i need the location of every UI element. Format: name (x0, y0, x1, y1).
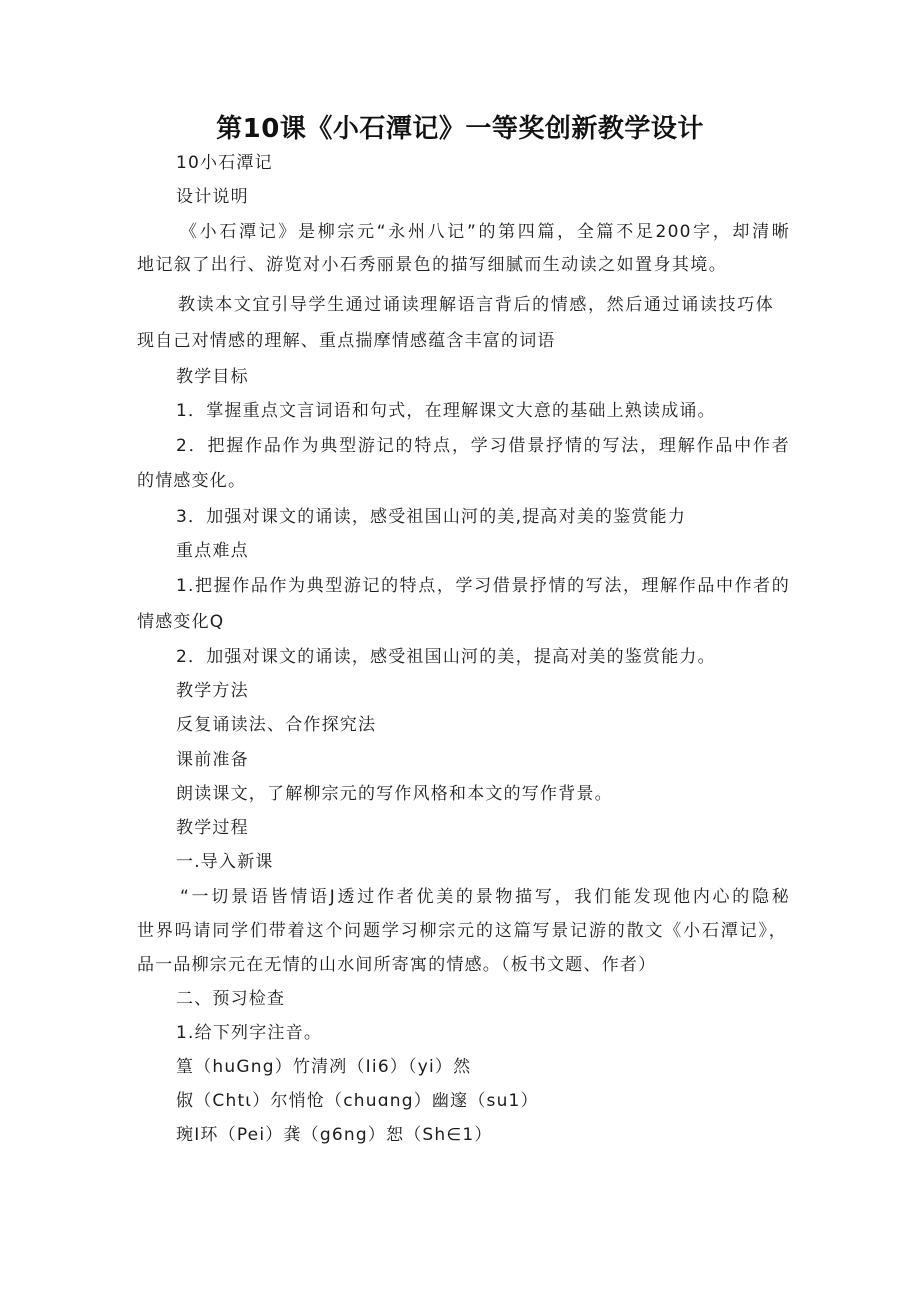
paragraph-line: 现自己对情感的理解、重点揣摩情感蕴含丰富的词语 (137, 331, 556, 351)
list-item: 1.把握作品作为典型游记的特点，学习借景抒情的写法，理解作品中作者的 (176, 576, 790, 596)
section-heading-objectives: 教学目标 (176, 367, 249, 387)
paragraph-line: 《小石潭记》是柳宗元“永州八记”的第四篇，全篇不足200字，却清晰 (180, 222, 790, 242)
subsection-heading-preview: 二、预习检查 (176, 989, 286, 1009)
pinyin-line: 篁（huGng）竹清冽（Ii6）（yi）然 (176, 1057, 472, 1077)
lesson-heading: 10小石潭记 (176, 153, 273, 173)
list-item: 3．加强对课文的诵读，感受祖国山河的美,提高对美的鉴赏能力 (176, 507, 687, 527)
paragraph-line: 地记叙了出行、游览对小石秀丽景色的描写细腻而生动读之如置身其境。 (137, 255, 727, 275)
list-item-continuation: 情感变化Q (137, 612, 225, 632)
paragraph-line: 朗读课文，了解柳宗元的写作风格和本文的写作背景。 (176, 784, 613, 804)
document-title: 第10课《小石潭记》一等奖创新教学设计 (216, 114, 704, 144)
list-item-continuation: 的情感变化。 (137, 471, 247, 491)
section-heading-process: 教学过程 (176, 818, 249, 838)
pinyin-line: 琬I环（Pei）龚（g6ng）恕（Sh∈1） (176, 1125, 493, 1145)
paragraph-line: 教读本文宜引导学生通过诵读理解语言背后的情感，然后通过诵读技巧体 (178, 295, 774, 315)
paragraph-line: 世界吗请同学们带着这个问题学习柳宗元的这篇写景记游的散文《小石潭记》， (137, 921, 787, 941)
pinyin-line: 俶（Chtι）尔悄怆（chuɑng）幽邃（su1） (176, 1091, 539, 1111)
section-heading-design-notes: 设计说明 (176, 187, 249, 207)
list-item: 1．掌握重点文言词语和句式，在理解课文大意的基础上熟读成诵。 (176, 401, 716, 421)
paragraph-line: 反复诵读法、合作探究法 (176, 715, 377, 735)
section-heading-methods: 教学方法 (176, 681, 249, 701)
list-item: 2．把握作品作为典型游记的特点，学习借景抒情的写法，理解作品中作者 (176, 436, 790, 456)
paragraph-line: 品一品柳宗元在无情的山水间所寄寓的情感。（板书文题、作者） (137, 955, 657, 975)
list-item: 1.给下列字注音。 (176, 1023, 323, 1043)
subsection-heading-intro: 一.导入新课 (176, 852, 274, 872)
section-heading-key-points: 重点难点 (176, 541, 249, 561)
list-item: 2．加强对课文的诵读，感受祖国山河的美，提高对美的鉴赏能力。 (176, 647, 716, 667)
paragraph-line: “一切景语皆情语J透过作者优美的景物描写，我们能发现他内心的隐秘 (180, 887, 790, 907)
section-heading-preparation: 课前准备 (176, 750, 249, 770)
